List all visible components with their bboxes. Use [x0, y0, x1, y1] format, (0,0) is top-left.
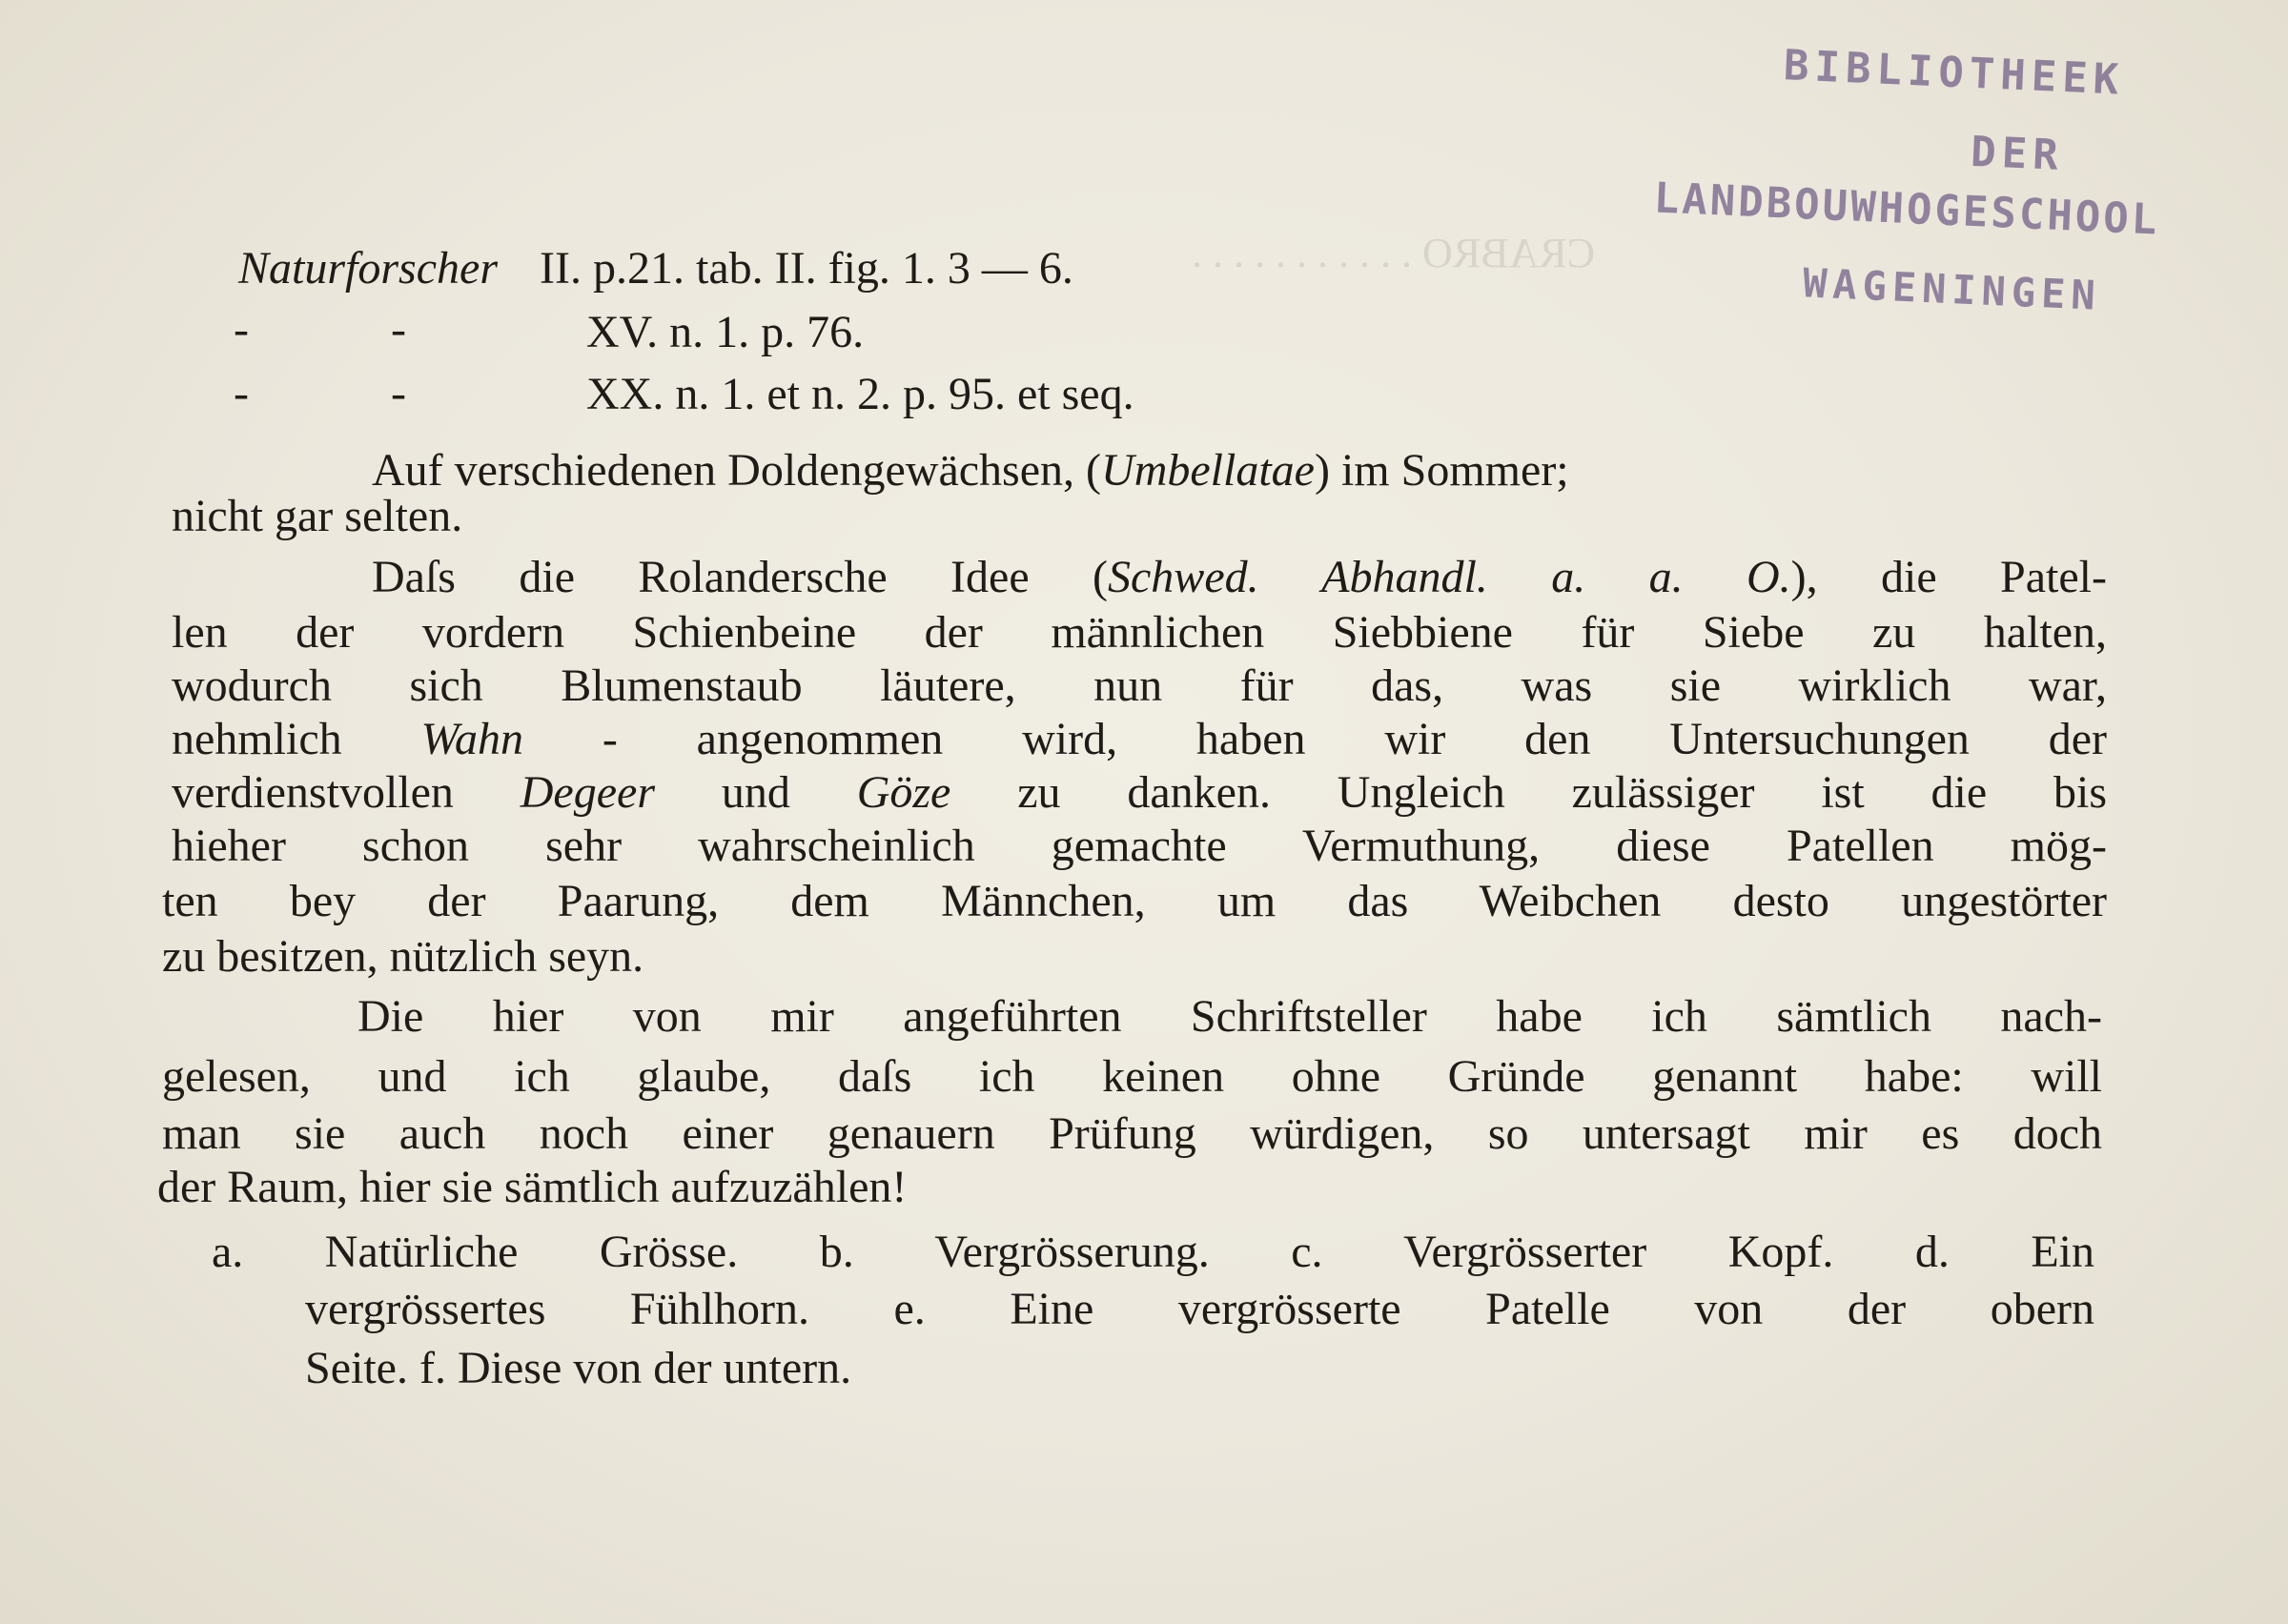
paragraph-2-line-8: zu besitzen, nützlich seyn.	[162, 931, 644, 982]
italic-term: Umbellatae	[1101, 445, 1315, 496]
text-run: Daſs die Rolandersche Idee (	[372, 552, 1108, 602]
ditto-mark: -	[234, 368, 249, 418]
ditto-mark: -	[234, 304, 249, 355]
text-run: ) im Sommer;	[1314, 445, 1569, 496]
text-run: - angenommen wird, haben wir den Untersuchungen der	[523, 714, 2107, 764]
paragraph-2-line-1	[372, 552, 2108, 602]
paragraph-2-line-4	[172, 714, 2107, 764]
caption-line-1: a. Natürliche Grösse. b. Vergrösserung. c. Vergrösserter Kopf. d. Ein	[212, 1227, 2094, 1277]
paragraph-1-line-2: nicht gar selten.	[172, 491, 463, 541]
paragraph-2-line-2: len der vordern Schienbeine der männlichen Siebbiene für Siebe zu halten,	[172, 607, 2107, 658]
reference-line-3: XX. n. 1. et n. 2. p. 95. et seq.	[586, 369, 1134, 419]
reference-citation: II. p.21. tab. II. fig. 1. 3 — 6.	[540, 243, 1073, 294]
paragraph-2-line-6: hieher schon sehr wahrscheinlich gemachte Vermuthung, diese Patellen mög-	[172, 821, 2107, 871]
paragraph-2-line-7: ten bey der Paarung, dem Männchen, um das Weibchen desto ungestörter	[162, 876, 2107, 926]
reference-line-2: XV. n. 1. p. 76.	[586, 307, 865, 357]
library-stamp	[1647, 36, 2288, 369]
show-through-texture: CRABRO . . . . . . . . . . .	[1192, 230, 1595, 276]
ditto-mark: -	[391, 304, 406, 355]
text-run: nehmlich	[172, 714, 421, 764]
italic-name: Göze	[856, 767, 951, 818]
text-run: Auf verschiedenen Doldengewächsen, (	[372, 445, 1102, 496]
paragraph-3-line-4: der Raum, hier sie sämtlich aufzuzählen!	[157, 1162, 908, 1212]
paragraph-3-line-3: man sie auch noch einer genauern Prüfung würdigen, so untersagt mir es doch	[162, 1108, 2102, 1159]
text-run: zu danken. Ungleich zulässiger ist die bis	[950, 767, 2108, 818]
reference-source: Naturforscher	[238, 243, 499, 294]
text-run: und	[655, 767, 857, 818]
paragraph-3-line-2: gelesen, und ich glaube, daſs ich keinen ohne Gründe genannt habe: will	[162, 1051, 2102, 1102]
ditto-mark: -	[391, 368, 406, 418]
italic-citation: Schwed. Abhandl. a. a. O.	[1108, 552, 1791, 602]
paragraph-1-line-1	[372, 445, 2107, 496]
text-run: verdienstvollen	[172, 767, 521, 818]
stamp-line-1: BIBLIOTHEEK	[1782, 41, 2126, 105]
italic-term: Wahn	[420, 714, 524, 764]
italic-name: Degeer	[520, 767, 656, 818]
text-run: ), die Patel-	[1790, 552, 2108, 602]
stamp-line-4: WAGENINGEN	[1802, 259, 2102, 319]
paragraph-2-line-3: wodurch sich Blumenstaub läutere, nun für das, was sie wirklich war,	[172, 660, 2107, 711]
reference-line-1	[238, 243, 1073, 294]
paragraph-2-line-5	[172, 767, 2108, 818]
caption-line-3: Seite. f. Diese von der untern.	[305, 1343, 852, 1393]
stamp-line-2: DER	[1970, 127, 2065, 181]
caption-line-2: vergrössertes Fühlhorn. e. Eine vergrösserte Patelle von der obern	[305, 1284, 2094, 1334]
stamp-line-3: LANDBOUWHOGESCHOOL	[1652, 173, 2161, 245]
paragraph-3-line-1: Die hier von mir angeführten Schriftsteller habe ich sämtlich nach-	[358, 991, 2102, 1042]
